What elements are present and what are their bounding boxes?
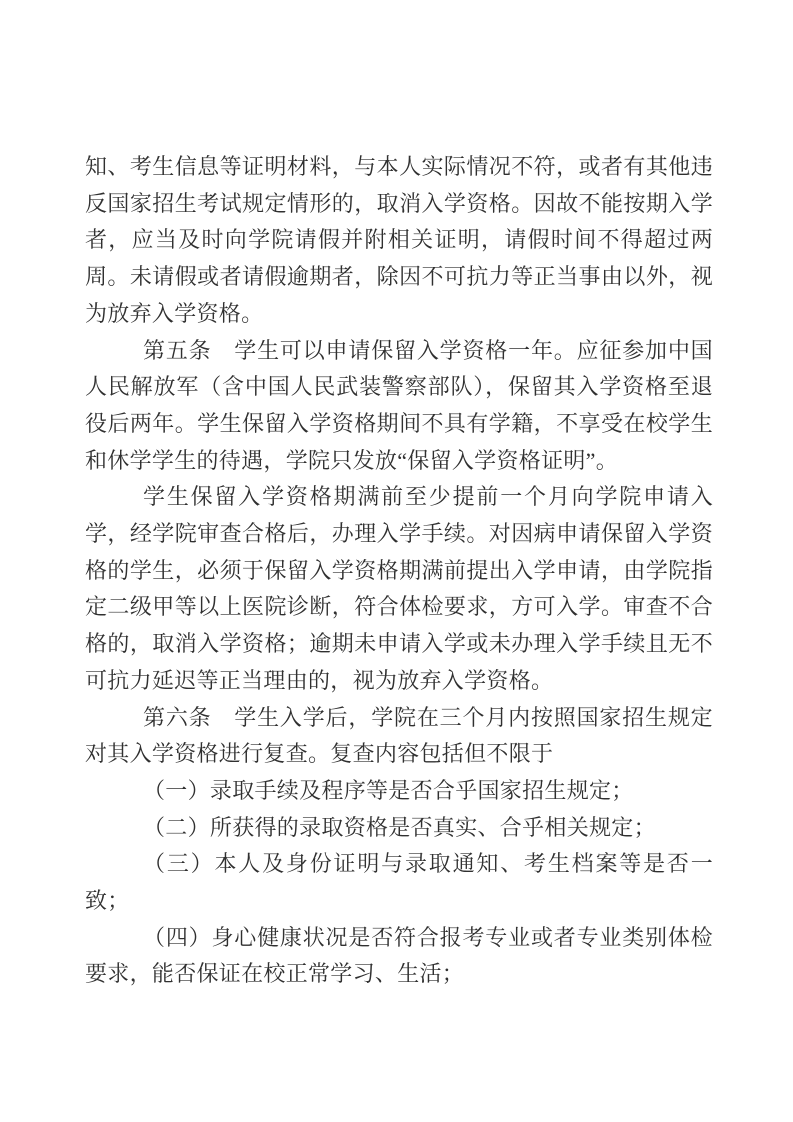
paragraph-continuation: 知、考生信息等证明材料，与本人实际情况不符，或者有其他违反国家招生考试规定情形的，取消入学资格。因故不能按期入学者，应当及时向学院请假并附相关证明，请假时间不得超过两周。未请假或者请假逾期者，除因不可抗力等正当事由以外，视为放弃入学资格。 — [85, 154, 713, 326]
review-item-4: （四）身心健康状况是否符合报考专业或者专业类别体检要求，能否保证在校正常学习、生活； — [85, 924, 713, 987]
document-body — [85, 149, 713, 993]
paragraph-article-5: 第五条 学生可以申请保留入学资格一年。应征参加中国人民解放军（含中国人民武装警察部队），保留其入学资格至退役后两年。学生保留入学资格期间不具有学籍，不享受在校学生和休学学生的待遇，学院只发放“保留入学资格证明”。 — [85, 337, 713, 473]
paragraph-retention-application: 学生保留入学资格期满前至少提前一个月向学院申请入学，经学院审查合格后，办理入学手续。对因病申请保留入学资格的学生，必须于保留入学资格期满前提出入学申请，由学院指定二级甲等以上医院诊断，符合体检要求，方可入学。审查不合格的，取消入学资格；逾期未申请入学或未办理入学手续且无不可抗力延迟等正当理由的，视为放弃入学资格。 — [85, 484, 713, 693]
review-item-1: （一）录取手续及程序等是否合乎国家招生规定； — [143, 777, 634, 803]
review-item-3: （三）本人及身份证明与录取通知、考生档案等是否一致； — [85, 851, 713, 914]
paragraph-article-6: 第六条 学生入学后，学院在三个月内按照国家招生规定对其入学资格进行复查。复查内容包括但不限于 — [85, 704, 713, 767]
review-item-2: （二）所获得的录取资格是否真实、合乎相关规定； — [143, 814, 656, 840]
